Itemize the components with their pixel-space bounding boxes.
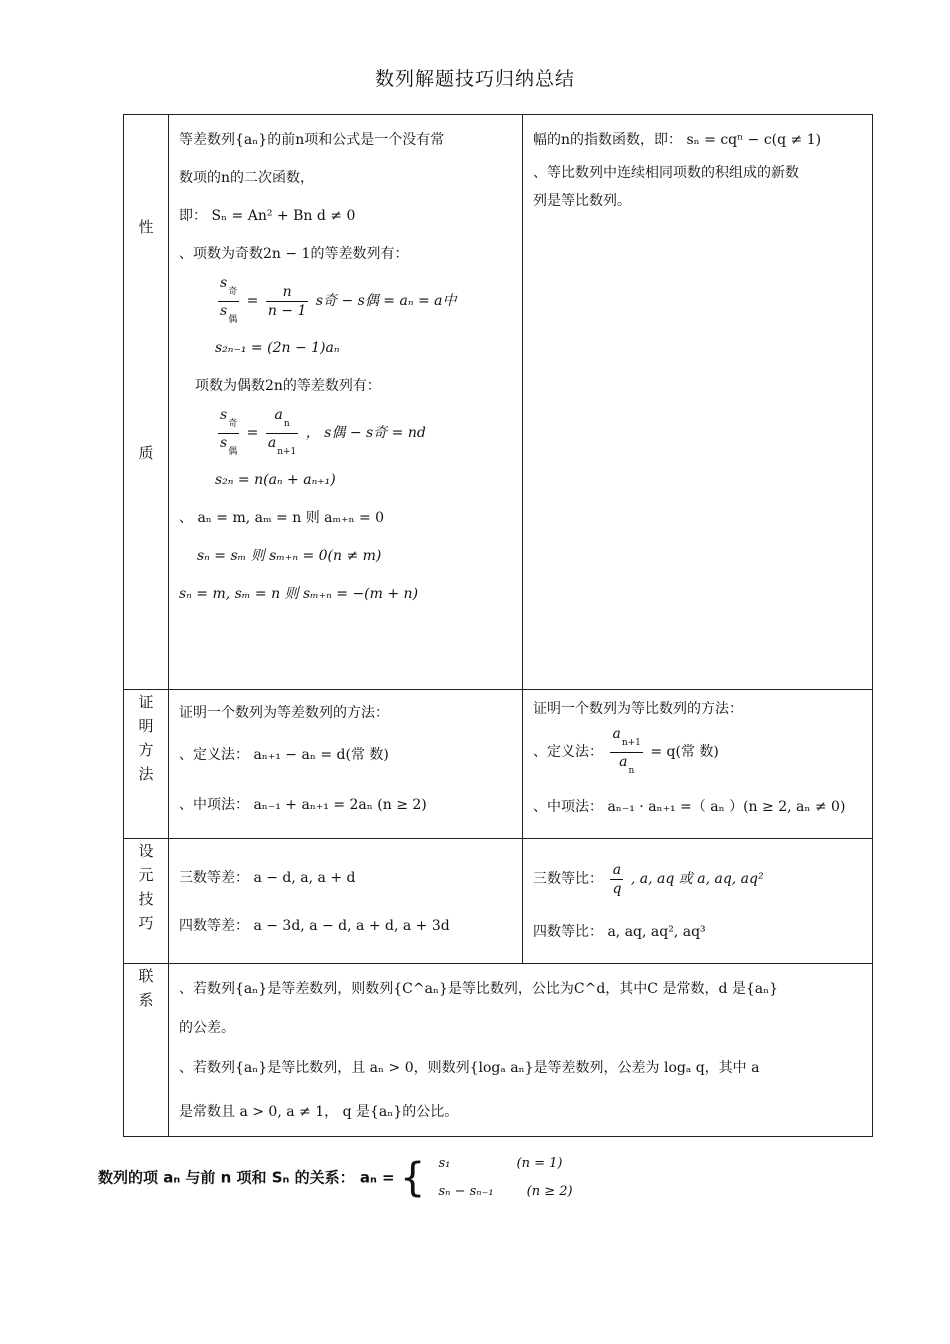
proof-label-cell [124, 690, 169, 839]
relation-line-2: 的公差。 [179, 1020, 235, 1036]
arith-prop-line-1: 等差数列{aₙ}的前n项和公式是一个没有常 [179, 132, 445, 148]
three-geo-rest: , a, aq 或 a, aq, aq² [630, 871, 764, 887]
four-geo-terms: 四数等比： a, aq, aq², aq³ [533, 924, 706, 940]
geo-definition-label: 、定义法： [533, 744, 603, 760]
geometric-properties-cell [523, 115, 873, 690]
arith-prop-line-4: 、项数为奇数2n − 1的等差数列有： [179, 246, 409, 262]
cases-brace: { [399, 1155, 426, 1201]
geo-prop-line-2: 、等比数列中连续相同项数的积组成的新数 [533, 165, 799, 181]
properties-label-cell [124, 115, 169, 690]
arithmetic-properties-cell [169, 115, 523, 690]
relation-line-4: 是常数且 a > 0, a ≠ 1， q 是{aₙ}的公比。 [179, 1104, 459, 1120]
three-geo-label: 三数等比： [533, 871, 603, 887]
even-terms-heading: 项数为偶数2n的等差数列有： [195, 378, 381, 394]
odd-sum-formula: s₂ₙ₋₁ = (2n − 1)aₙ [215, 340, 340, 356]
proof-label: 证明方法 [138, 693, 154, 783]
relation-line-3: 、若数列{aₙ}是等比数列，且 aₙ > 0，则数列{logₐ aₙ}是等差数列，公差为 logₐ q，其中 a [179, 1060, 760, 1076]
even-terms-formula: $\frac{s_奇}{s_偶}$ = $\frac{a_n}{a_{n+1}}$ ， s偶 − s奇 = nd [179, 405, 512, 461]
geo-ratio-fraction: $\frac{a_{n+1}}{a_n}$ [612, 725, 641, 776]
even-ratio-fraction: $\frac{s_奇}{s_偶}$ [220, 406, 238, 457]
case-n-equals-1: s₁ (n = 1) [438, 1156, 563, 1171]
properties-label-2: 质 [138, 444, 154, 462]
odd-ratio-fraction: $\frac{s_奇}{s_偶}$ [220, 274, 238, 325]
proof-methods-row [124, 690, 873, 839]
a-over-q-fraction: $\frac{a}{q}$ [612, 861, 622, 897]
document-title: 数列解题技巧归纳总结 [374, 68, 575, 90]
geometric-proof-cell [523, 690, 873, 839]
term-sum-relation [98, 1150, 573, 1206]
arithmetic-setup-cell [169, 839, 523, 964]
odd-terms-formula: $\frac{s_奇}{s_偶}$ = $\frac{n}{n - 1}$ s奇 − s偶 = aₙ = a中 [179, 273, 512, 329]
even-difference: ， s偶 − s奇 = nd [305, 425, 426, 441]
relation-row [124, 964, 873, 1137]
even-sum-formula: s₂ₙ = n(aₙ + aₙ₊₁) [215, 472, 336, 488]
geo-definition-method [533, 722, 862, 782]
properties-label-1: 性 [138, 218, 154, 236]
arith-middle-term-method: 、中项法： aₙ₋₁ + aₙ₊₁ = 2aₙ (n ≥ 2) [179, 797, 427, 813]
relation-content-cell [169, 964, 873, 1137]
geo-prop-line-1: 幅的n的指数函数，即： sₙ = cqⁿ − c(q ≠ 1) [533, 132, 822, 148]
term-sum-relation-text: 数列的项 aₙ 与前 n 项和 Sₙ 的关系： aₙ = [98, 1168, 395, 1187]
arith-prop-line-3: 即： Sₙ = An² + Bn d ≠ 0 [179, 208, 356, 224]
n-over-n-minus-1-fraction: $\frac{n}{n - 1}$ [267, 283, 307, 319]
piecewise-cases [439, 1150, 573, 1206]
arith-definition-method: 、定义法： aₙ₊₁ − aₙ = d(常 数) [179, 747, 389, 763]
geo-middle-term-method: 、中项法： aₙ₋₁ · aₙ₊₁ =（ aₙ ）(n ≥ 2, aₙ ≠ 0) [533, 799, 846, 815]
case-n-ge-2: sₙ − sₙ₋₁ (n ≥ 2) [438, 1184, 573, 1199]
geometric-setup-cell [523, 839, 873, 964]
geo-prop-line-3: 列是等比数列。 [533, 193, 631, 209]
an-ratio-fraction: $\frac{a_n}{a_{n+1}}$ [267, 406, 297, 457]
four-arith-terms: 四数等差： a − 3d, a − d, a + d, a + 3d [179, 918, 450, 934]
summary-table [123, 114, 873, 1137]
arith-proof-heading: 证明一个数列为等差数列的方法： [179, 705, 389, 721]
index-sum-property: 、 aₙ = m, aₘ = n 则 aₘ₊ₙ = 0 [179, 510, 385, 526]
equal-sums-property: sₙ = sₘ 则 sₘ₊ₙ = 0(n ≠ m) [197, 548, 382, 564]
setup-label-cell [124, 839, 169, 964]
properties-row [124, 115, 873, 690]
sum-values-property: sₙ = m, sₘ = n 则 sₘ₊ₙ = −(m + n) [179, 586, 419, 602]
geo-proof-heading: 证明一个数列为等比数列的方法： [533, 701, 743, 717]
setup-techniques-row [124, 839, 873, 964]
three-geo-terms [533, 849, 862, 909]
relation-label-cell [124, 964, 169, 1137]
three-arith-terms: 三数等差： a − d, a, a + d [179, 870, 356, 886]
setup-label: 设元技巧 [138, 842, 154, 932]
odd-difference: s奇 − s偶 = aₙ = a中 [315, 293, 457, 309]
arithmetic-proof-cell [169, 690, 523, 839]
geo-definition-rest: = q(常 数) [650, 744, 719, 760]
arith-prop-line-2: 数项的n的二次函数， [179, 170, 315, 186]
relation-label: 联系 [138, 967, 154, 1009]
relation-line-1: 、若数列{aₙ}是等差数列，则数列{C^aₙ}是等比数列，公比为C^d，其中C 是常数，d 是{aₙ} [179, 981, 779, 997]
